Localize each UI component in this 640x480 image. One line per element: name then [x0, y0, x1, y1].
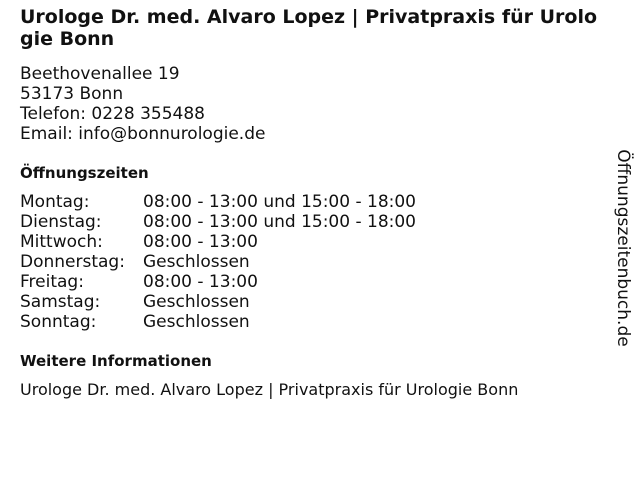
phone-line: Telefon: 0228 355488: [20, 104, 205, 124]
address-city: 53173 Bonn: [20, 84, 124, 104]
day-hours: Geschlossen: [143, 252, 250, 272]
site-watermark: Öffnungszeitenbuch.de: [613, 149, 633, 347]
contact-block: [20, 64, 600, 144]
hours-row-saturday: [20, 292, 600, 312]
more-info-heading: Weitere Informationen: [20, 352, 212, 370]
day-hours: 08:00 - 13:00: [143, 232, 258, 252]
day-label: Mittwoch:: [20, 232, 103, 252]
day-hours: Geschlossen: [143, 312, 250, 332]
address-street: Beethovenallee 19: [20, 64, 180, 84]
day-label: Dienstag:: [20, 212, 102, 232]
practice-card: [20, 6, 600, 400]
day-hours: 08:00 - 13:00 und 15:00 - 18:00: [143, 192, 416, 212]
day-label: Donnerstag:: [20, 252, 125, 272]
day-hours: Geschlossen: [143, 292, 250, 312]
more-info-text: Urologe Dr. med. Alvaro Lopez | Privatpraxis für Urologie Bonn: [20, 380, 519, 399]
day-hours: 08:00 - 13:00 und 15:00 - 18:00: [143, 212, 416, 232]
hours-row-wednesday: [20, 232, 600, 252]
day-label: Samstag:: [20, 292, 101, 312]
day-label: Sonntag:: [20, 312, 97, 332]
hours-row-tuesday: [20, 212, 600, 232]
hours-row-friday: [20, 272, 600, 292]
email-line: Email: info@bonnurologie.de: [20, 124, 266, 144]
day-label: Freitag:: [20, 272, 84, 292]
practice-title: Urologe Dr. med. Alvaro Lopez | Privatpraxis für Urologie Bonn: [20, 6, 598, 50]
hours-row-thursday: [20, 252, 600, 272]
opening-hours-heading: Öffnungszeiten: [20, 164, 149, 182]
day-hours: 08:00 - 13:00: [143, 272, 258, 292]
hours-row-monday: [20, 192, 600, 212]
day-label: Montag:: [20, 192, 90, 212]
opening-hours-table: [20, 192, 600, 332]
hours-row-sunday: [20, 312, 600, 332]
